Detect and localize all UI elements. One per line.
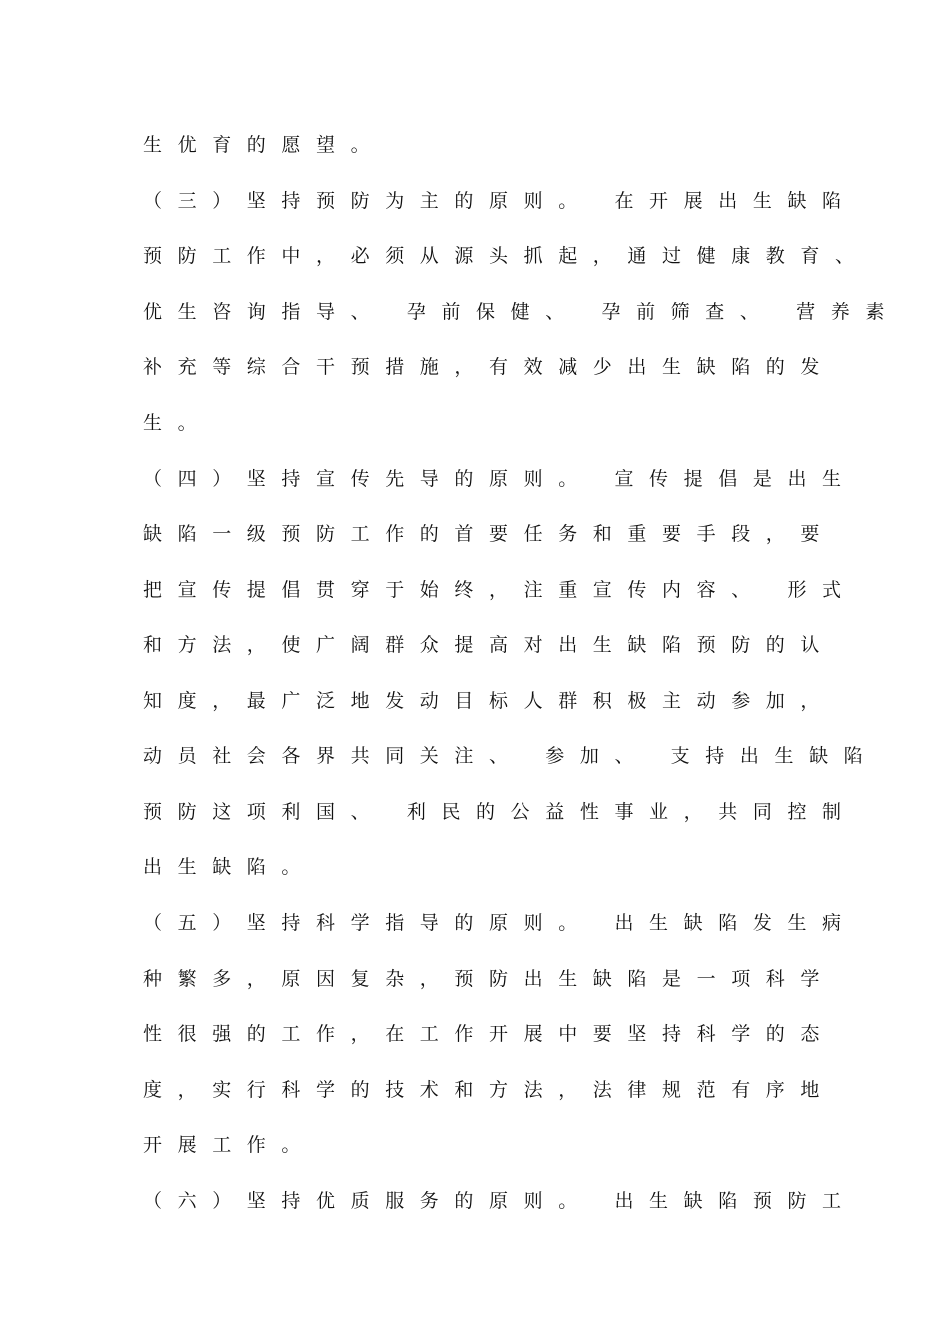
text-line: 生。: [143, 412, 213, 434]
text-line: 预防工作中，必须从源头抓起，通过健康教育、: [143, 245, 870, 267]
text-line: 补充等综合干预措施，有效减少出生缺陷的发: [143, 356, 836, 378]
text-line: 优生咨询指导、 孕前保健、 孕前筛查、 营养素: [143, 301, 900, 323]
text-line: 动员社会各界共同关注、 参加、 支持出生缺陷: [143, 745, 879, 767]
text-line: （三）坚持预防为主的原则。 在开展出生缺陷: [143, 190, 857, 212]
text-line: 出生缺陷。: [143, 856, 317, 878]
text-line: 和方法，使广阔群众提高对出生缺陷预防的认: [143, 634, 836, 656]
text-line: 把宣传提倡贯穿于始终，注重宣传内容、 形式: [143, 579, 857, 601]
text-line: （四）坚持宣传先导的原则。 宣传提倡是出生: [143, 468, 857, 490]
text-line: 预防这项利国、 利民的公益性事业，共同控制: [143, 801, 857, 823]
text-line: 生优育的愿望。: [143, 134, 386, 156]
text-line: 种繁多，原因复杂，预防出生缺陷是一项科学: [143, 968, 836, 990]
text-line: 开展工作。: [143, 1134, 317, 1156]
text-line: 性很强的工作，在工作开展中要坚持科学的态: [143, 1023, 836, 1045]
text-line: 度，实行科学的技术和方法，法律规范有序地: [143, 1079, 836, 1101]
text-line: 缺陷一级预防工作的首要任务和重要手段，要: [143, 523, 836, 545]
text-line: （六）坚持优质服务的原则。 出生缺陷预防工: [143, 1190, 857, 1212]
text-line: （五）坚持科学指导的原则。 出生缺陷发生病: [143, 912, 857, 934]
text-line: 知度，最广泛地发动目标人群积极主动参加，: [143, 690, 836, 712]
